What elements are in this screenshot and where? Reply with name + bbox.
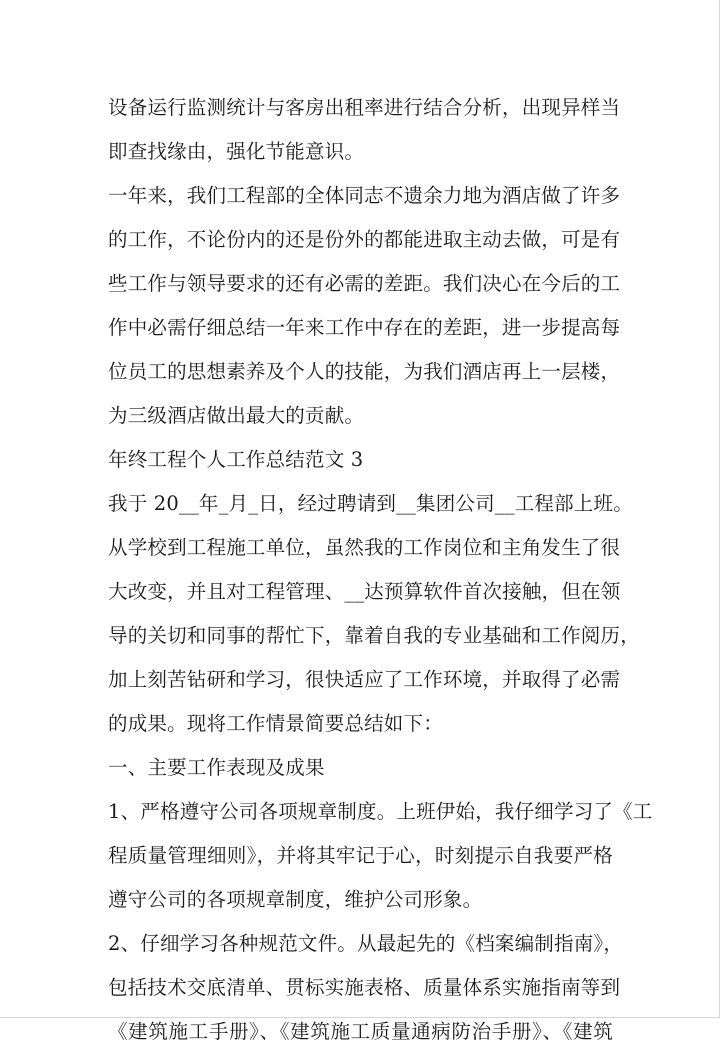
section-title: 年终工程个人工作总结范文 3 <box>108 448 364 471</box>
text-line: 加上刻苦钻研和学习，很快适应了工作环境，并取得了必需 <box>108 668 621 691</box>
text-line: 的工作，不论份内的还是份外的都能进取主动去做，可是有 <box>108 228 621 251</box>
text-line: 2、仔细学习各种规范文件。从最起先的《档案编制指南》， <box>108 932 624 955</box>
text-line: 《建筑施工手册》、《建筑施工质量通病防治手册》、《建筑 <box>108 1020 613 1043</box>
text-line: 我于 20__年_月_日，经过聘请到__集团公司__工程部上班。 <box>108 492 633 515</box>
section-heading: 一、主要工作表现及成果 <box>108 756 325 779</box>
text-line: 为三级酒店做出最大的贡献。 <box>108 404 365 427</box>
text-line: 设备运行监测统计与客房出租率进行结合分析，出现异样当 <box>108 96 621 119</box>
text-line: 一年来，我们工程部的全体同志不遗余力地为酒店做了许多 <box>108 184 621 207</box>
document-body <box>108 86 653 1054</box>
text-line: 位员工的思想素养及个人的技能，为我们酒店再上一层楼， <box>108 360 621 383</box>
text-line: 作中必需仔细总结一年来工作中存在的差距，进一步提高每 <box>108 316 621 339</box>
text-line: 导的关切和同事的帮忙下，靠着自我的专业基础和工作阅历， <box>108 624 640 647</box>
text-line: 大改变，并且对工程管理、__达预算软件首次接触，但在领 <box>108 580 621 603</box>
text-line: 1、严格遵守公司各项规章制度。上班伊始，我仔细学习了《工 <box>108 800 653 823</box>
text-line: 程质量管理细则》，并将其牢记于心，时刻提示自我要严格 <box>108 844 613 867</box>
text-line: 些工作与领导要求的还有必需的差距。我们决心在今后的工 <box>108 272 621 295</box>
text-line: 的成果。现将工作情景简要总结如下： <box>108 712 443 735</box>
text-line: 包括技术交底清单、贯标实施表格、质量体系实施指南等到 <box>108 976 621 999</box>
text-line: 即查找缘由，强化节能意识。 <box>108 140 365 163</box>
text-line: 遵守公司的各项规章制度，维护公司形象。 <box>108 888 483 911</box>
text-line: 从学校到工程施工单位，虽然我的工作岗位和主角发生了很 <box>108 536 621 559</box>
